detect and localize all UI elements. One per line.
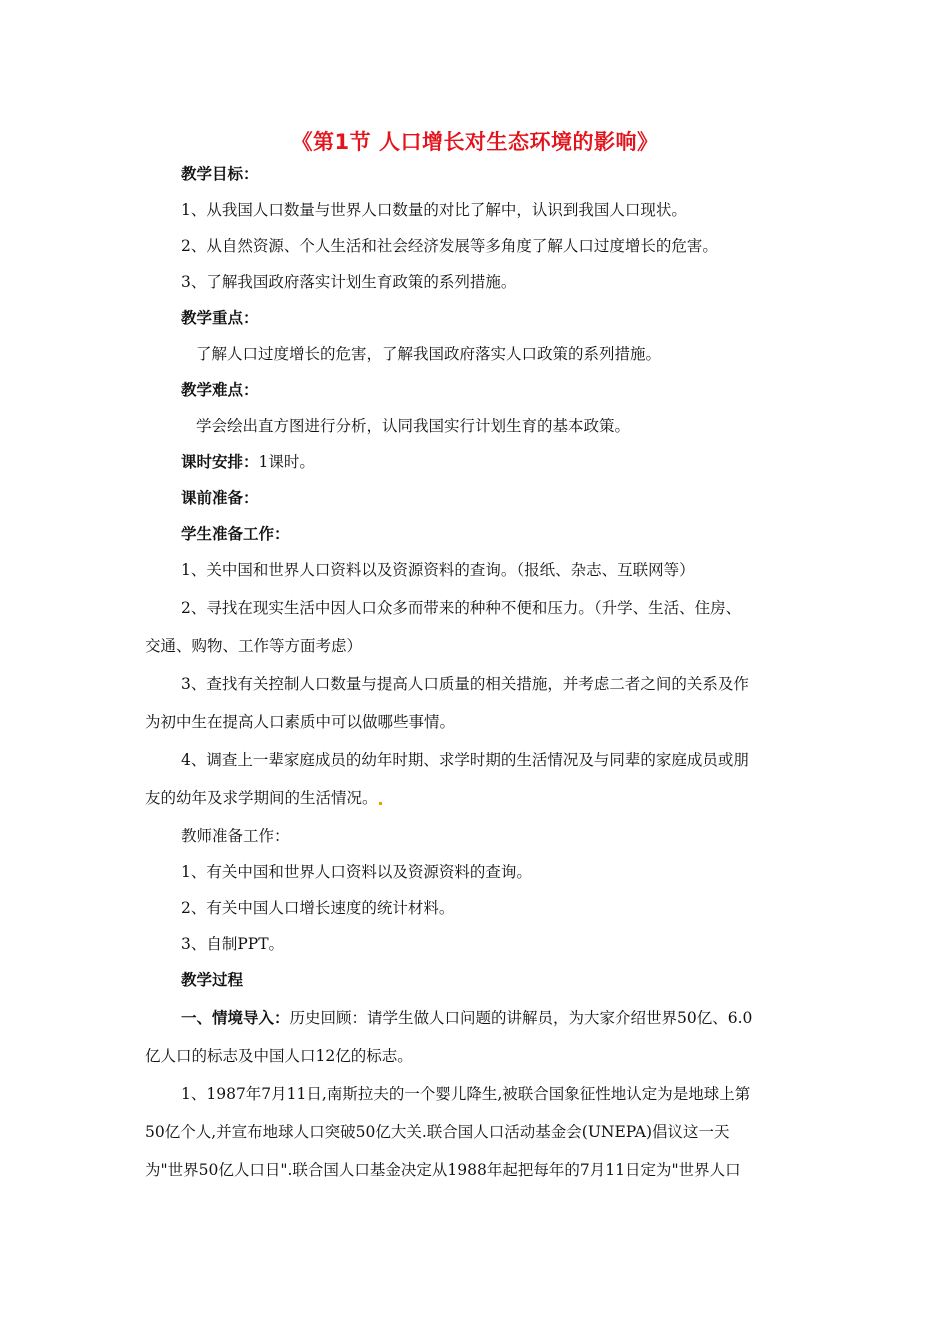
objective-item: 1、从我国人口数量与世界人口数量的对比了解中，认识到我国人口现状。 [181, 201, 687, 219]
student-prep-item: 1、关中国和世界人口资料以及资源资料的查询。（报纸、杂志、互联网等） [181, 561, 695, 579]
student-prep-item-cont: 为初中生在提高人口素质中可以做哪些事情。 [145, 713, 456, 731]
difficulties-heading: 教学难点： [181, 381, 259, 399]
student-prep-item: 4、调查上一辈家庭成员的幼年时期、求学时期的生活情况及与同辈的家庭成员或朋 [181, 751, 749, 769]
teacher-prep-heading: 教师准备工作： [181, 827, 290, 845]
document-title: 《第1节 人口增长对生态环境的影响》 [291, 130, 659, 154]
process-paragraph: 1、1987年7月11日,南斯拉夫的一个婴儿降生,被联合国象征性地认定为是地球上第 [181, 1085, 751, 1103]
schedule-label: 课时安排： [181, 453, 259, 471]
teacher-prep-item: 3、自制PPT。 [181, 935, 285, 953]
schedule-value: 1课时。 [258, 453, 315, 471]
student-prep-item: 3、查找有关控制人口数量与提高人口质量的相关措施，并考虑二者之间的关系及作 [181, 675, 749, 693]
process-heading: 教学过程 [181, 971, 244, 989]
objective-item: 2、从自然资源、个人生活和社会经济发展等多角度了解人口过度增长的危害。 [181, 237, 718, 255]
process-intro [181, 1008, 851, 1028]
difficulties-text: 学会绘出直方图进行分析，认同我国实行计划生育的基本政策。 [196, 417, 631, 435]
teacher-prep-item: 1、有关中国和世界人口资料以及资源资料的查询。 [181, 863, 532, 881]
objective-item: 3、了解我国政府落实计划生育政策的系列措施。 [181, 273, 517, 291]
process-paragraph-cont: 50亿个人,并宣布地球人口突破50亿大关.联合国人口活动基金会(UNEPA)倡议这一天 [145, 1123, 730, 1141]
student-prep-item-cont-text: 友的幼年及求学期间的生活情况。 [145, 789, 378, 807]
mark-dot [379, 802, 382, 805]
key-points-text: 了解人口过度增长的危害，了解我国政府落实人口政策的系列措施。 [196, 345, 662, 363]
student-prep-item: 2、寻找在现实生活中因人口众多而带来的种种不便和压力。（升学、生活、住房、 [181, 599, 742, 617]
process-intro-cont: 亿人口的标志及中国人口12亿的标志。 [145, 1047, 413, 1065]
process-paragraph-cont: 为"世界50亿人口日".联合国人口基金决定从1988年起把每年的7月11日定为"世界人口 [145, 1161, 741, 1179]
objectives-heading: 教学目标： [181, 165, 259, 183]
student-prep-item-cont: 交通、购物、工作等方面考虑） [145, 637, 363, 655]
schedule-line [181, 452, 851, 472]
student-prep-item-cont [145, 788, 815, 808]
key-points-heading: 教学重点： [181, 309, 259, 327]
process-intro-text: 历史回顾：请学生做人口问题的讲解员，为大家介绍世界50亿、6.0 [289, 1009, 753, 1027]
process-intro-label: 一、情境导入： [181, 1009, 290, 1027]
student-prep-heading: 学生准备工作： [181, 525, 290, 543]
preparation-heading: 课前准备： [181, 489, 259, 507]
teacher-prep-item: 2、有关中国人口增长速度的统计材料。 [181, 899, 455, 917]
